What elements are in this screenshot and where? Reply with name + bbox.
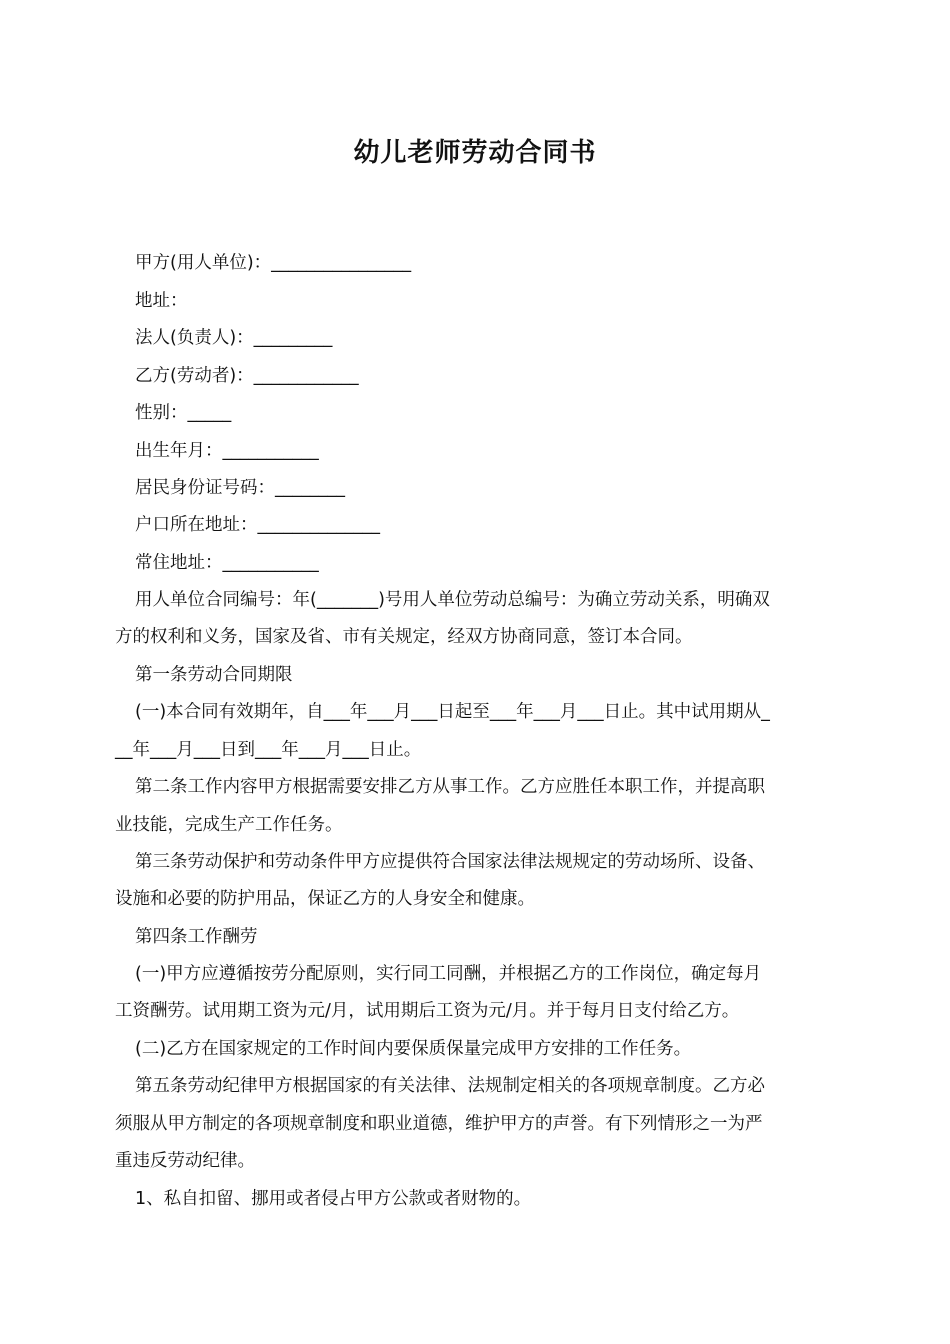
id-number-line: 居民身份证号码：________ [135, 478, 345, 498]
article-heading: 第四条工作酬劳 [135, 927, 258, 947]
paragraph-line: 第二条工作内容甲方根据需要安排乙方从事工作。乙方应胜任本职工作，并提高职 [135, 777, 765, 797]
paragraph-line: 设施和必要的防护用品，保证乙方的人身安全和健康。 [115, 889, 535, 909]
gender-line: 性别：_____ [135, 403, 232, 423]
household-address-line: 户口所在地址：______________ [135, 515, 380, 535]
list-item: 1、私自扣留、挪用或者侵占甲方公款或者财物的。 [135, 1189, 532, 1209]
legal-person-line: 法人(负责人)：_________ [135, 328, 333, 348]
paragraph-line: 业技能，完成生产工作任务。 [115, 815, 343, 835]
paragraph-line: (一)本合同有效期年，自___年___月___日起至___年___月___日止。其中试用期从_ [135, 702, 770, 722]
paragraph-line: 方的权利和义务，国家及省、市有关规定，经双方协商同意，签订本合同。 [115, 627, 693, 647]
paragraph-line: 用人单位合同编号：年(_______)号用人单位劳动总编号：为确立劳动关系，明确双 [135, 590, 770, 610]
party-b-line: 乙方(劳动者)：____________ [135, 366, 359, 386]
paragraph-line: 第五条劳动纪律甲方根据国家的有关法律、法规制定相关的各项规章制度。乙方必 [135, 1076, 765, 1096]
paragraph-line: (一)甲方应遵循按劳分配原则，实行同工同酬，并根据乙方的工作岗位，确定每月 [135, 964, 762, 984]
document-title: 幼儿老师劳动合同书 [353, 138, 597, 168]
paragraph-line: 工资酬劳。试用期工资为元/月，试用期后工资为元/月。并于每月日支付给乙方。 [115, 1001, 740, 1021]
birth-date-line: 出生年月：___________ [135, 441, 319, 461]
paragraph-line: 第三条劳动保护和劳动条件甲方应提供符合国家法律法规规定的劳动场所、设备、 [135, 852, 765, 872]
paragraph-line: __年___月___日到___年___月___日止。 [115, 740, 422, 760]
address-line: 地址： [135, 291, 188, 311]
article-heading: 第一条劳动合同期限 [135, 665, 293, 685]
residence-address-line: 常住地址：___________ [135, 553, 319, 573]
party-a-line: 甲方(用人单位)：________________ [135, 253, 412, 273]
paragraph-line: 须服从甲方制定的各项规章制度和职业道德，维护甲方的声誉。有下列情形之一为严 [115, 1114, 763, 1134]
paragraph-line: 重违反劳动纪律。 [115, 1151, 255, 1171]
paragraph-line: (二)乙方在国家规定的工作时间内要保质保量完成甲方安排的工作任务。 [135, 1039, 692, 1059]
